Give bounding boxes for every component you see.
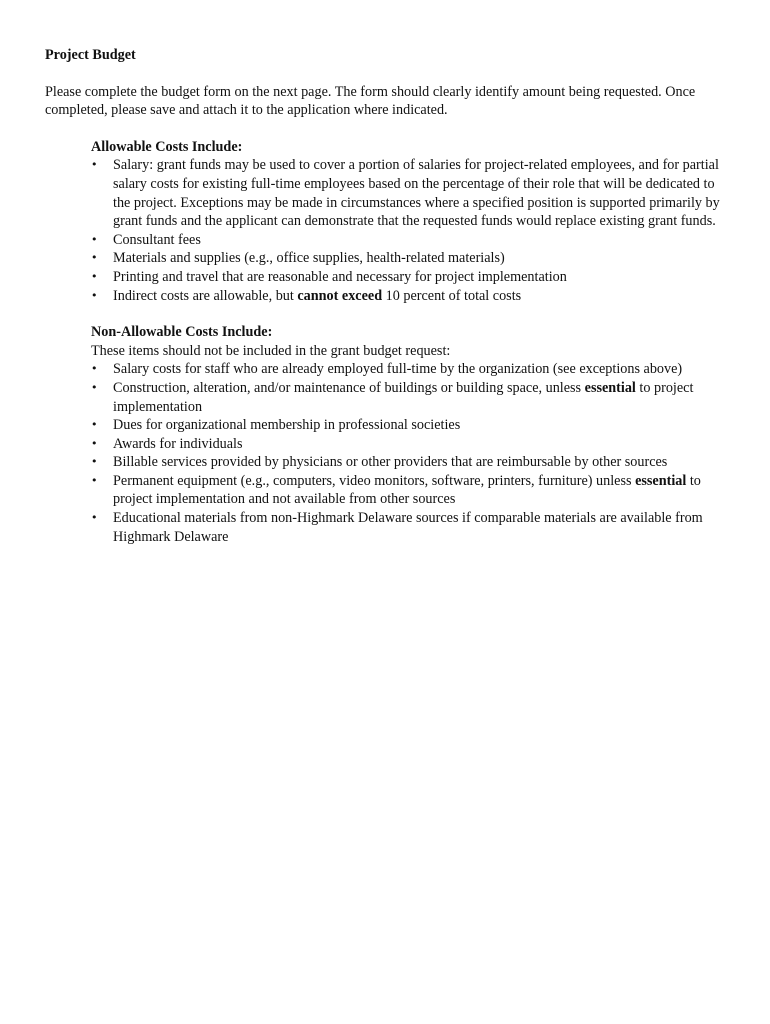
list-item-text: Salary: grant funds may be used to cover a portion of salaries for project-related employees, and for partial salary costs for existing full-time employees based on the percentage of their role that will be dedicated to the project. Exceptions may be made in circumstances where a specified position is supported primarily by grant funds and the applicant can demonstrate that the requested funds would replace existing grant funds. — [113, 157, 720, 230]
list-item-text-continued: to project implementation — [113, 379, 694, 415]
list-item — [91, 156, 735, 230]
list-item-text: Salary costs for staff who are already employed full-time by the organization (see exceptions above) — [113, 361, 683, 378]
page-title: Project Budget — [45, 47, 136, 63]
list-item — [91, 453, 735, 472]
list-item-text: Dues for organizational membership in professional societies — [113, 417, 461, 434]
bullet-icon: • — [91, 436, 98, 450]
list-item-text: Construction, alteration, and/or maintenance of buildings or building space, unless — [113, 379, 585, 396]
list-item-text: Indirect costs are allowable, but — [113, 287, 298, 304]
allowable-costs-section — [91, 138, 735, 305]
list-item-text-continued: 10 percent of total costs — [382, 287, 522, 304]
non-allowable-costs-section — [91, 323, 735, 546]
list-item-text-continued: to project implementation and not available from other sources — [113, 472, 701, 508]
list-item-text: Billable services provided by physicians or other providers that are reimbursable by other sources — [113, 454, 668, 471]
allowable-costs-heading: Allowable Costs Include: — [91, 138, 243, 155]
bullet-icon: • — [91, 269, 98, 283]
bullet-icon: • — [91, 380, 98, 394]
non-allowable-costs-note: These items should not be included in the grant budget request: — [91, 342, 451, 359]
bullet-icon: • — [91, 158, 98, 172]
list-item — [91, 360, 735, 379]
bullet-icon: • — [91, 455, 98, 469]
list-item-text: Consultant fees — [113, 231, 201, 248]
list-item — [91, 435, 735, 454]
list-item-text: Printing and travel that are reasonable and necessary for project implementation — [113, 268, 567, 285]
list-item-emphasis: essential — [584, 379, 636, 396]
intro-paragraph: Please complete the budget form on the next page. The form should clearly identify amount being requested. Once completed, please save and attach it to the application where indicated. — [45, 83, 696, 119]
list-item-emphasis: essential — [635, 472, 687, 489]
list-item-text: Educational materials from non-Highmark Delaware sources if comparable materials are available from Highmark Delaware — [113, 510, 703, 545]
bullet-icon: • — [91, 511, 98, 525]
list-item — [91, 231, 735, 250]
bullet-icon: • — [91, 232, 98, 246]
list-item-emphasis: cannot exceed — [297, 287, 383, 304]
list-item-text: Permanent equipment (e.g., computers, video monitors, software, printers, furniture) unless — [113, 472, 636, 489]
list-item — [91, 472, 735, 509]
bullet-icon: • — [91, 418, 98, 432]
bullet-icon: • — [91, 251, 98, 265]
list-item — [91, 509, 735, 546]
list-item-text: Materials and supplies (e.g., office supplies, health-related materials) — [113, 250, 505, 267]
list-item — [91, 249, 735, 268]
list-item — [91, 379, 735, 416]
bullet-icon: • — [91, 362, 98, 376]
list-item — [91, 268, 735, 287]
bullet-icon: • — [91, 288, 98, 302]
allowable-costs-list — [91, 156, 735, 305]
non-allowable-costs-list — [91, 360, 735, 546]
list-item-text: Awards for individuals — [113, 435, 243, 452]
non-allowable-costs-heading: Non-Allowable Costs Include: — [91, 324, 273, 341]
document-page — [45, 46, 735, 546]
bullet-icon: • — [91, 473, 98, 487]
list-item — [91, 416, 735, 435]
list-item — [91, 287, 735, 306]
